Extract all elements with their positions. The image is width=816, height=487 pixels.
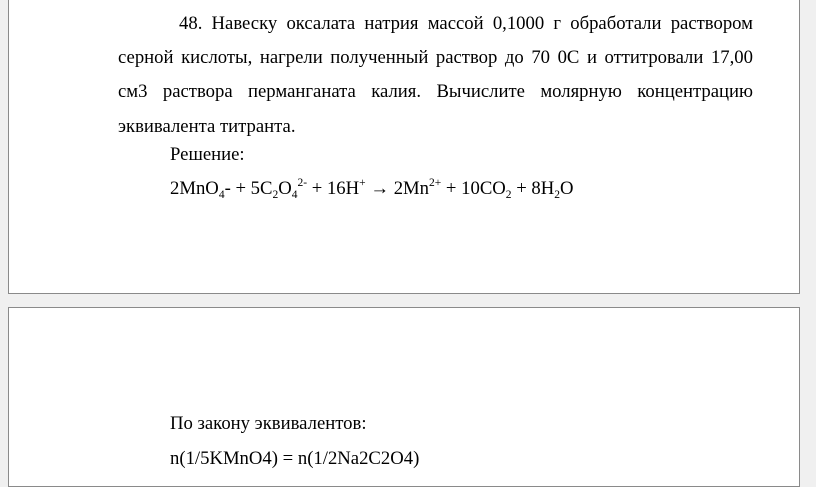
eq-superscript: 2- [297,177,308,189]
eq-subscript: 4 [291,189,298,201]
eq-part: 2MnO [170,178,219,199]
solution-heading: Решение: [170,144,245,165]
eq-subscript: 2 [272,189,279,201]
law-heading: По закону эквивалентов: [170,413,367,434]
eq-part: + 10CO [441,178,506,199]
eq-part: O [278,178,292,199]
eq-part: - + 5C [224,178,273,199]
document-page-1 [8,0,800,294]
eq-part: O [560,178,574,199]
eq-superscript: 2+ [429,177,442,189]
eq-part: + 8H [511,178,555,199]
document-page-2 [8,307,800,487]
eq-part: → 2Mn [365,178,429,199]
eq-part: + 16H [307,178,360,199]
eq-superscript: + [359,177,366,189]
reaction-equation [170,177,574,201]
eq-subscript: 4 [218,189,225,201]
eq-subscript: 2 [554,189,561,201]
eq-subscript: 2 [505,189,512,201]
problem-text: 48. Навеску оксалата натрия массой 0,1000 г обработали раствором серной кислоты, нагрели полученный раствор до 70 0С и оттитровали 17,00 см3 раствора перманганата калия. Вычислите молярную концентрацию эквивалента титранта. [118,13,753,137]
law-equation: n(1/5KMnO4) = n(1/2Na2C2O4) [170,448,420,469]
